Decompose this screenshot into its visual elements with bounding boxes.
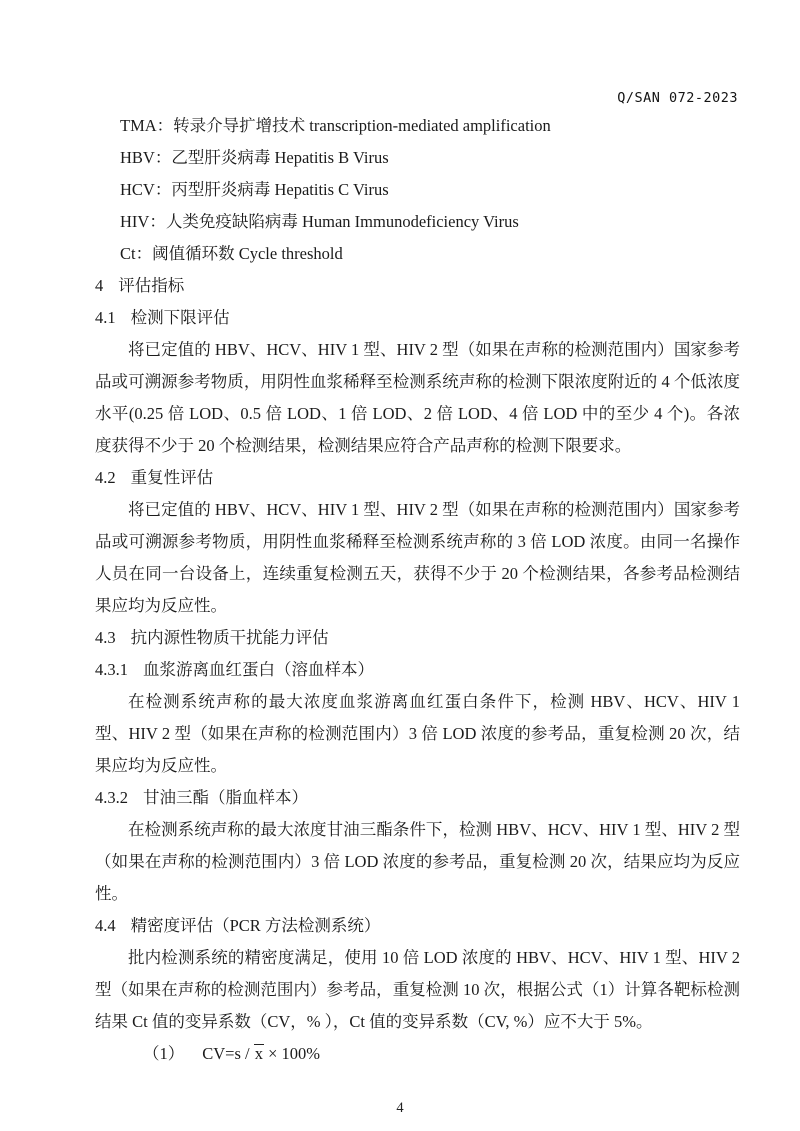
section-number: 4.3.1 [95, 660, 128, 679]
section-number: 4.2 [95, 468, 116, 487]
section-heading-4 [95, 270, 740, 302]
section-4-3-2-paragraph: 在检测系统声称的最大浓度甘油三酯条件下，检测 HBV、HCV、HIV 1 型、HIV 2 型（如果在声称的检测范围内）3 倍 LOD 浓度的参考品，重复检测 20 次，结果应均为反应性。 [95, 820, 740, 903]
document-content [95, 110, 740, 1070]
formula-xbar: x [254, 1044, 263, 1063]
abbreviation-item-ct: Ct：阈值循环数 Cycle threshold [120, 244, 343, 263]
section-title: 精密度评估（PCR 方法检测系统） [130, 916, 381, 935]
abbreviation-item-hbv: HBV：乙型肝炎病毒 Hepatitis B Virus [120, 148, 389, 167]
section-number: 4.4 [95, 916, 116, 935]
formula-lhs: CV=s / [202, 1044, 254, 1063]
abbreviation-item-hcv: HCV：丙型肝炎病毒 Hepatitis C Virus [120, 180, 389, 199]
formula-label: （1） [143, 1044, 185, 1063]
section-number: 4.3.2 [95, 788, 128, 807]
section-heading-4-2 [95, 462, 740, 494]
section-heading-4-3 [95, 622, 740, 654]
section-heading-4-3-1 [95, 654, 740, 686]
section-title: 评估指标 [118, 276, 185, 295]
doc-number: Q/SAN 072-2023 [617, 90, 738, 106]
section-4-4-paragraph: 批内检测系统的精密度满足，使用 10 倍 LOD 浓度的 HBV、HCV、HIV 1 型、HIV 2 型（如果在声称的检测范围内）参考品，重复检测 10 次，根据公式（1）计算各靶标检测结果 Ct 值的变异系数（CV，% ），Ct 值的变异系数（CV, %）应不大于 5%。 [95, 948, 740, 1031]
section-heading-4-4 [95, 910, 740, 942]
section-title: 抗内源性物质干扰能力评估 [130, 628, 329, 647]
section-number: 4.3 [95, 628, 116, 647]
section-number: 4 [95, 276, 104, 295]
section-title: 检测下限评估 [130, 308, 230, 327]
formula-cv [95, 1038, 740, 1070]
section-title: 重复性评估 [130, 468, 214, 487]
section-4-2-paragraph: 将已定值的 HBV、HCV、HIV 1 型、HIV 2 型（如果在声称的检测范围内）国家参考品或可溯源参考物质，用阴性血浆稀释至检测系统声称的 3 倍 LOD 浓度。由同一名操作人员在同一台设备上，连续重复检测五天，获得不少于 20 个检测结果，各参考品检测结果应均为反应性。 [95, 500, 740, 615]
formula-rhs: × 100% [263, 1044, 321, 1063]
section-title: 血浆游离血红蛋白（溶血样本） [143, 660, 374, 679]
section-4-1-paragraph: 将已定值的 HBV、HCV、HIV 1 型、HIV 2 型（如果在声称的检测范围内）国家参考品或可溯源参考物质，用阴性血浆稀释至检测系统声称的检测下限浓度附近的 4 个低浓度水平(0.25 倍 LOD、0.5 倍 LOD、1 倍 LOD、2 倍 LOD、4 倍 LOD 中的至少 4 个)。各浓度获得不少于 20 个检测结果，检测结果应符合产品声称的检测下限要求。 [95, 340, 740, 455]
abbreviation-item-hiv: HIV：人类免疫缺陷病毒 Human Immunodeficiency Virus [120, 212, 519, 231]
section-heading-4-3-2 [95, 782, 740, 814]
page-number: 4 [396, 1100, 404, 1116]
section-title: 甘油三酯（脂血样本） [143, 788, 308, 807]
abbreviation-list [120, 110, 740, 270]
section-heading-4-1 [95, 302, 740, 334]
section-4-3-1-paragraph: 在检测系统声称的最大浓度血浆游离血红蛋白条件下，检测 HBV、HCV、HIV 1 型、HIV 2 型（如果在声称的检测范围内）3 倍 LOD 浓度的参考品，重复检测 20 次，结果应均为反应性。 [95, 692, 740, 775]
abbreviation-item-tma: TMA：转录介导扩增技术 transcription-mediated amplification [120, 116, 551, 135]
section-number: 4.1 [95, 308, 116, 327]
